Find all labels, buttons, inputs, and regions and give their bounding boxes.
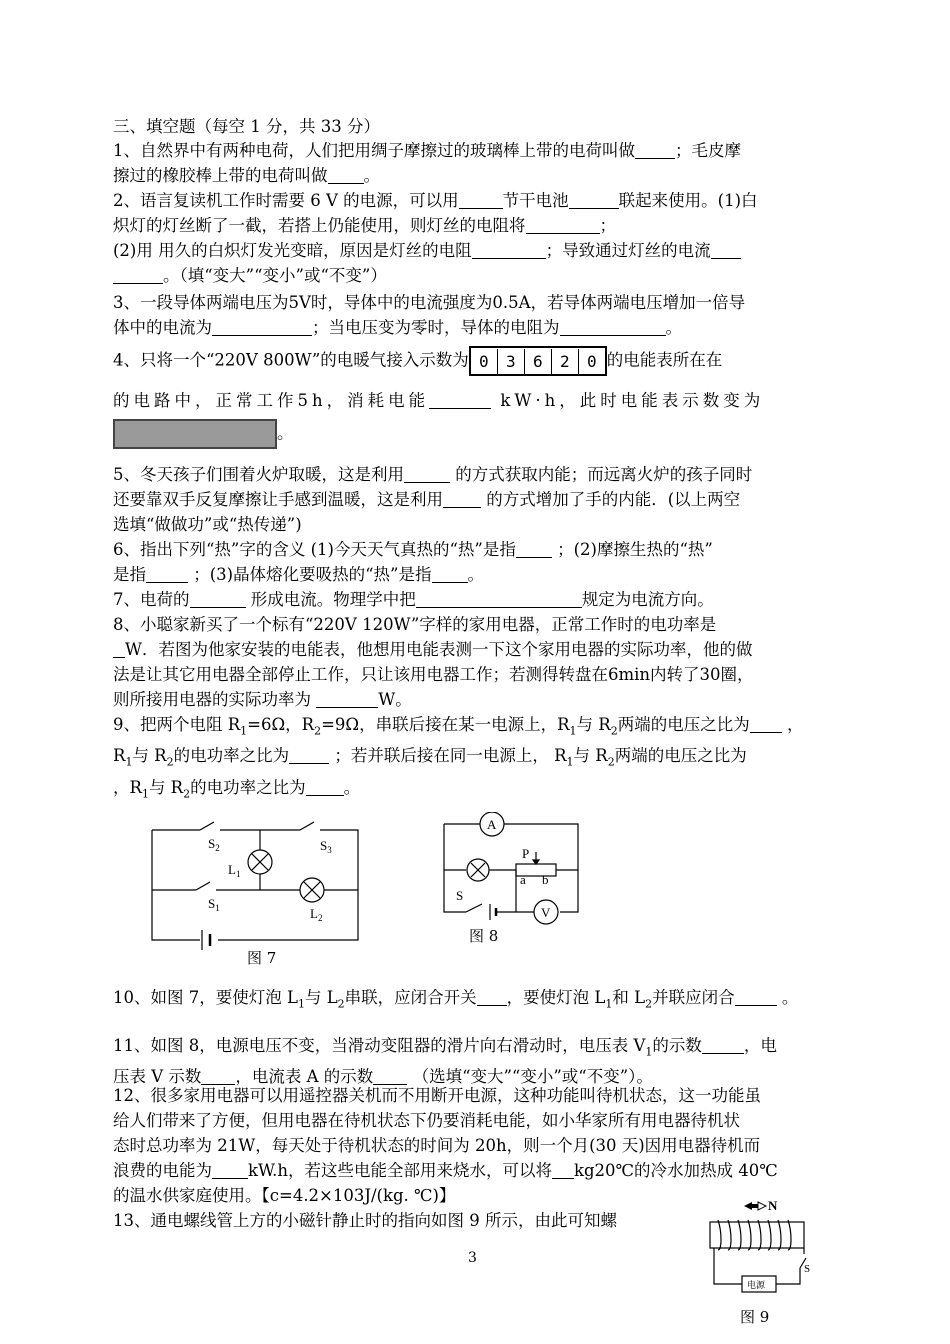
blank[interactable] [306, 777, 344, 796]
figure-9-caption: 图 9 [740, 1308, 770, 1326]
fig9-s-label: S [804, 1263, 811, 1275]
blank[interactable] [552, 1160, 574, 1179]
question-13: 13、通电螺线管上方的小磁针静止时的指向如图 9 所示，由此可知螺 [113, 1211, 617, 1230]
figure-7-caption: 图 7 [247, 949, 277, 967]
blank[interactable] [212, 317, 312, 336]
question-3: 3、一段导体两端电压为5V时，导体中的电流强度为0.5A，若导体两端电压增加一倍导 体中的电流为 ；当电压变为零时，导体的电阻为 。 [113, 293, 746, 337]
blank[interactable] [404, 464, 450, 483]
blank[interactable] [526, 215, 600, 234]
question-7: 7、电荷的 形成电流。物理学中把 规定为电流方向。 [113, 590, 714, 609]
question-4: 4、只将一个“220V 800W”的电暖气接入示数为 0 3 6 2 0 的电能表所在在 [113, 346, 843, 376]
fig7-s1-label: $S_1$ [208, 896, 220, 913]
blank[interactable] [429, 390, 491, 409]
fig8-s-label: S [456, 888, 464, 903]
fig8-a-label: a [520, 872, 526, 887]
blank[interactable] [569, 190, 619, 209]
blank[interactable] [750, 714, 782, 733]
fig8-ammeter-label: A [487, 817, 497, 832]
fig7-s3-label: $S_3$ [320, 838, 332, 855]
fig7-l1-label: $L_1$ [228, 862, 241, 879]
section-title: 三、填空题（每空 1 分，共 33 分） [113, 117, 380, 136]
blank[interactable] [212, 1160, 248, 1179]
blank[interactable] [459, 190, 503, 209]
blank[interactable] [113, 639, 125, 658]
fig7-s2-label: $S_2$ [208, 836, 220, 853]
question-6: 6、指出下列“热”字的含义 (1)今天天气真热的“热”是指 ；(2)摩擦生热的“热” 是指 ；(3)晶体熔化要吸热的“热”是指 。 [113, 540, 713, 584]
blank[interactable] [190, 589, 246, 608]
figure-8-circuit [436, 812, 596, 930]
question-8: 8、小聪家新买了一个标有“220V 120W”字样的家用电器，正常工作时的电功率是 W．若图为他家安装的电能表，他想用电能表测一下这个家用电器的实际功率，他的做 法是让其它用电器全部停止工作，只让该用电器工作；若测得转盘在6min内转了30圈， 则所接用电器的实际功率为 W。 [113, 615, 754, 709]
blank[interactable] [516, 539, 552, 558]
blank[interactable] [113, 265, 163, 284]
question-2: 2、语言复读机工作时需要 6 V 的电源，可以用 节干电池 联起来使用。(1)白 炽灯的灯丝断了一截，若搭上仍能使用，则灯丝的电阻将 ； (2)用 用久的白炽灯发光变暗，原因是灯丝的电阻 ；导致通过灯丝的电流 。（填“变大”“变小”或“不变”） [113, 191, 758, 285]
page-number: 3 [468, 1250, 477, 1266]
fig8-voltmeter-label: V [541, 905, 551, 920]
question-1: 1、自然界中有两种电荷，人们把用绸子摩擦过的玻璃棒上带的电荷叫做 ；毛皮摩 擦过的橡胶棒上带的电荷叫做 。 [113, 141, 741, 185]
blank[interactable] [328, 165, 364, 184]
blank[interactable] [432, 564, 468, 583]
question-4-cont: 的电路中，正常工作5h，消耗电能 kW·h，此时电能表示数变为 。 [113, 388, 843, 449]
question-12: 12、很多家用电器可以用遥控器关机而不用断开电源，这种功能叫待机状态，这一功能虽 给人们带来了方便，但用电器在待机状态下仍要消耗电能，如小华家所有用电器待机状 态时总功率为 21W，每天处于待机状态的时间为 20h，则一个月(30 天)因用电器待机而 浪费的电能为 kW.h，若这些电能全部用来烧水，可以将 kg20℃的冷水加热成 40℃ 的温水供家庭使用。【c=4.2×103J/(kg. ℃)】 [113, 1086, 778, 1205]
electric-meter-reading: 0 3 6 2 0 [469, 346, 607, 376]
meter-answer-box[interactable] [113, 419, 277, 449]
question-10: 10、如图 7，要使灯泡 $L_1$与 $L_2$串联，应闭合开关 ，要使灯泡 $L_1$和 $L_2$并联应闭合 。 [113, 988, 799, 1011]
blank[interactable] [289, 745, 329, 764]
blank[interactable] [711, 240, 741, 259]
blank[interactable] [472, 240, 546, 259]
blank[interactable] [702, 1035, 744, 1054]
blank[interactable] [735, 987, 777, 1006]
fig8-p-label: P [522, 846, 530, 861]
blank[interactable] [443, 489, 481, 508]
blank[interactable] [477, 987, 507, 1006]
figure-8-caption: 图 8 [469, 927, 499, 945]
blank[interactable] [560, 317, 666, 336]
blank[interactable] [416, 589, 582, 608]
question-9: 9、把两个电阻 $R_1=6\Omega$，$R_2=9\Omega$，串联后接在某一电源上，$R_1$与 $R_2$两端的电压之比为 ， $R_1$与 $R_2$的电功率之比为 ；若并联后接在同一电源上， $R_1$与 $R_2$两端的电压之比为 ，$R_1$与 $R_2$的电功率之比为 。 [113, 715, 804, 800]
fig9-n-label: N [768, 1198, 778, 1213]
blank[interactable] [635, 140, 675, 159]
question-11: 11、如图 8，电源电压不变，当滑动变阻器的滑片向右滑动时，电压表 $V_1$的示数 ，电 压表 V 示数 ，电流表 A 的示数 （选填“变大”“变小”或“不变”）。 [113, 1036, 777, 1087]
blank[interactable] [146, 564, 188, 583]
fig8-b-label: b [542, 872, 549, 887]
fig9-source-label: 电源 [747, 1280, 766, 1290]
blank[interactable] [316, 689, 378, 708]
figure-9-solenoid [700, 1198, 820, 1306]
fig7-l2-label: $L_2$ [310, 906, 323, 923]
question-5: 5、冬天孩子们围着火炉取暖，这是利用 的方式获取内能；而远离火炉的孩子同时 还要靠双手反复摩擦让手感到温暖，这是利用 的方式增加了手的内能．(以上两空 选填“做做功”或“热传递”) [113, 465, 753, 534]
